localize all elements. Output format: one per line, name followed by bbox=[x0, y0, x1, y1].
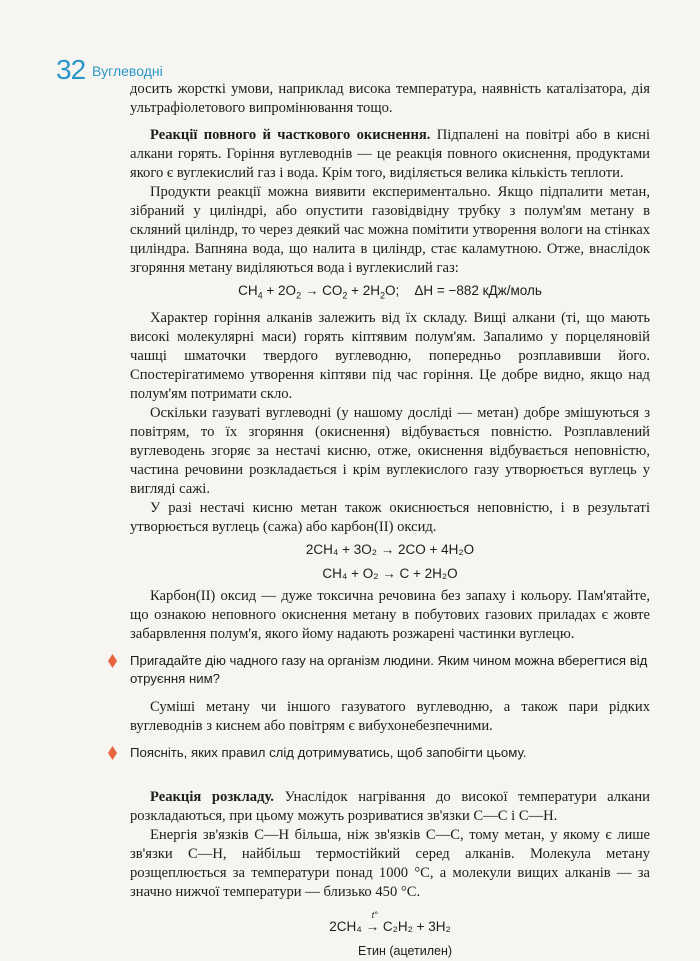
paragraph: Енергія зв'язків C—H більша, ніж зв'язків C—C, тому метан, у якому є лише зв'язки C—H, найбільш термостійкий серед алканів. Молекула метану розщеплюється за температури понад 1000 °C, а молекули вищих алканів — за значно нижчої температури — близько 450 °C. bbox=[130, 826, 650, 900]
paragraph: Продукти реакції можна виявити експериментально. Якщо підпалити метан, зібраний у циліндрі, або опустити газовідвідну трубку з полум'ям метану в скляний циліндр, то через деякий час можна помітити утворення вологи на стінках циліндра. Вапняна вода, що налита в циліндр, стає каламутною. Отже, внаслідок згоряння метану виділяються вода і вуглекислий газ: bbox=[130, 184, 650, 276]
paragraph: Реакція розкладу. Унаслідок нагрівання до високої температури алкани розкладаються, при цьому можуть розриватися зв'язки C—C і C—H. bbox=[130, 788, 650, 824]
subheading-decomposition: Реакція розкладу. bbox=[150, 788, 274, 805]
paragraph: У разі нестачі кисню метан також окиснюється неповністю, і в результаті утворюється вуглець (сажа) або карбон(ІІ) оксид. bbox=[130, 499, 650, 535]
equation-caption: Етин (ацетилен) bbox=[357, 943, 453, 958]
equation-incomplete-2: CH₄ + O₂ → C + 2H₂O bbox=[322, 565, 458, 581]
paragraph: Суміші метану чи іншого газуватого вуглеводню, а також пари рідких вуглеводнів з киснем або повітрям є вибухонебезпечними. bbox=[130, 698, 650, 734]
paragraph: Оскільки газуваті вуглеводні (у нашому досліді — метан) добре змішуються з повітрям, то їх згоряння (окиснення) відбувається повністю. Розплавлений вуглеводень згоряє за нестачі кисню, отже, окиснення відбувається неповністю, частина речовини розкладається і крім вуглекислого газу утворюється вуглець у вигляді сажі. bbox=[130, 404, 650, 497]
question-block: Пригадайте дію чадного газу на організм людини. Яким чином можна вберегтися від отруєння ним? bbox=[108, 652, 650, 688]
diamond-icon bbox=[108, 746, 117, 760]
paragraph: Карбон(ІІ) оксид — дуже токсична речовина без запаху і кольору. Пам'ятайте, що ознакою неповного окиснення метану в побутових газових приладах є жовте забарвлення полум'я, якого йому надають розжарені частинки вуглецю. bbox=[130, 587, 650, 642]
paragraph: досить жорсткі умови, наприклад висока температура, наявність каталізатора, дія ультрафіолетового випромінювання тощо. bbox=[130, 81, 650, 116]
equation-incomplete-1: 2CH₄ + 3O₂ → 2CO + 4H₂O bbox=[305, 541, 475, 557]
section-title: Вуглеводні bbox=[92, 63, 163, 79]
enthalpy: ΔH = −882 кДж/моль bbox=[414, 283, 542, 298]
subheading-oxidation: Реакції повного й часткового окиснення. bbox=[150, 127, 431, 143]
equation-methane-decomposition: 2CH₄ t° → C₂H₂ + 3H₂ bbox=[329, 909, 451, 934]
question-block: Поясніть, яких правил слід дотримуватись, щоб запобігти цьому. bbox=[108, 744, 650, 762]
paragraph: Реакції повного й часткового окиснення. Підпалені на повітрі або в кисні алкани горять. Горіння вуглеводнів — це реакція повного окиснення, продуктами якого є вуглекислий газ і вода. Крім того, виділяється велика кількість теплоти. bbox=[130, 127, 650, 181]
diamond-icon bbox=[108, 654, 117, 668]
equation-methane-combustion: $CH_4 + 2O_2 \to CO_2 + 2H_2O$; ΔH = −882 кДж/моль bbox=[238, 283, 542, 301]
paragraph: Характер горіння алканів залежить від їх складу. Вищі алкани (ті, що мають високі молекулярні маси) горять кіптявим полум'ям. Запалимо у порцеляновій чашці шматочки твердого вуглеводню, попередньо розплавивши його. Спостерігатимемо утворення кіптяви під час горіння. Це добре видно, якщо над полум'ям потримати скло. bbox=[130, 309, 650, 402]
page-content bbox=[130, 80, 650, 961]
page-number: 32 bbox=[56, 54, 86, 85]
